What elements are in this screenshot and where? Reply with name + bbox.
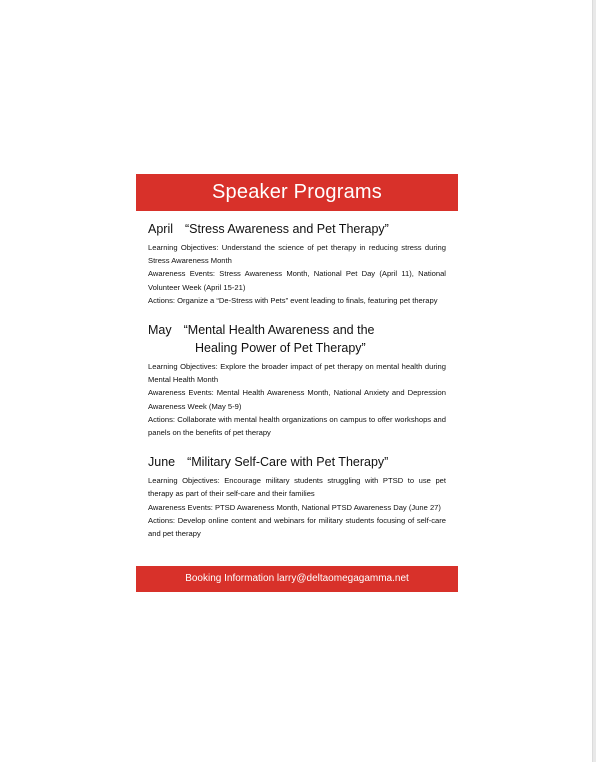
program-title	[184, 322, 375, 338]
program-section-april	[148, 221, 446, 307]
booking-info: Booking Information larry@deltaomegagamma.net	[185, 573, 409, 584]
awareness-events: Awareness Events: Mental Health Awareness Month, National Anxiety and Depression Awareness Week (May 5-9)	[148, 388, 446, 411]
awareness-events: Awareness Events: PTSD Awareness Month, National PTSD Awareness Day (June 27)	[148, 502, 441, 512]
learning-objectives: Learning Objectives: Understand the science of pet therapy in reducing stress during Stress Awareness Month	[148, 243, 446, 266]
program-title-line-2: Healing Power of Pet Therapy”	[195, 341, 366, 356]
program-section-june	[148, 454, 446, 540]
awareness-events: Awareness Events: Stress Awareness Month, National Pet Day (April 11), National Volunteer Week (April 15-21)	[148, 269, 446, 292]
speaker-programs-flyer	[136, 174, 458, 592]
actions: Actions: Collaborate with mental health organizations on campus to offer workshops and panels on the benefits of pet therapy	[148, 414, 446, 438]
program-title-line: “Mental Health Awareness and the	[183, 323, 375, 338]
program-month: June	[148, 455, 176, 470]
program-month: April	[148, 222, 174, 236]
page-right-edge	[592, 0, 596, 762]
learning-objectives: Learning Objectives: Encourage military students struggling with PTSD to use pet therapy as part of their self-care and their families	[148, 476, 446, 499]
program-title-line: “Stress Awareness and Pet Therapy”	[185, 222, 389, 236]
program-month: May	[148, 323, 172, 338]
actions: Actions: Organize a “De-Stress with Pets” event leading to finals, featuring pet therapy	[148, 295, 438, 305]
program-title	[185, 221, 389, 237]
booking-info-banner	[136, 566, 458, 592]
program-heading	[148, 454, 446, 470]
flyer-title-banner	[136, 174, 458, 211]
program-heading	[148, 322, 446, 338]
actions: Actions: Develop online content and webinars for military students focusing of self-care and pet therapy	[148, 515, 446, 539]
program-title-line: “Military Self-Care with Pet Therapy”	[187, 455, 389, 470]
program-section-may	[148, 322, 446, 439]
flyer-content	[136, 211, 458, 540]
flyer-title: Speaker Programs	[212, 181, 382, 203]
learning-objectives: Learning Objectives: Explore the broader impact of pet therapy on mental health during Mental Health Month	[148, 362, 446, 385]
program-heading	[148, 221, 446, 237]
program-heading-continued	[148, 340, 446, 356]
program-title	[187, 454, 388, 470]
